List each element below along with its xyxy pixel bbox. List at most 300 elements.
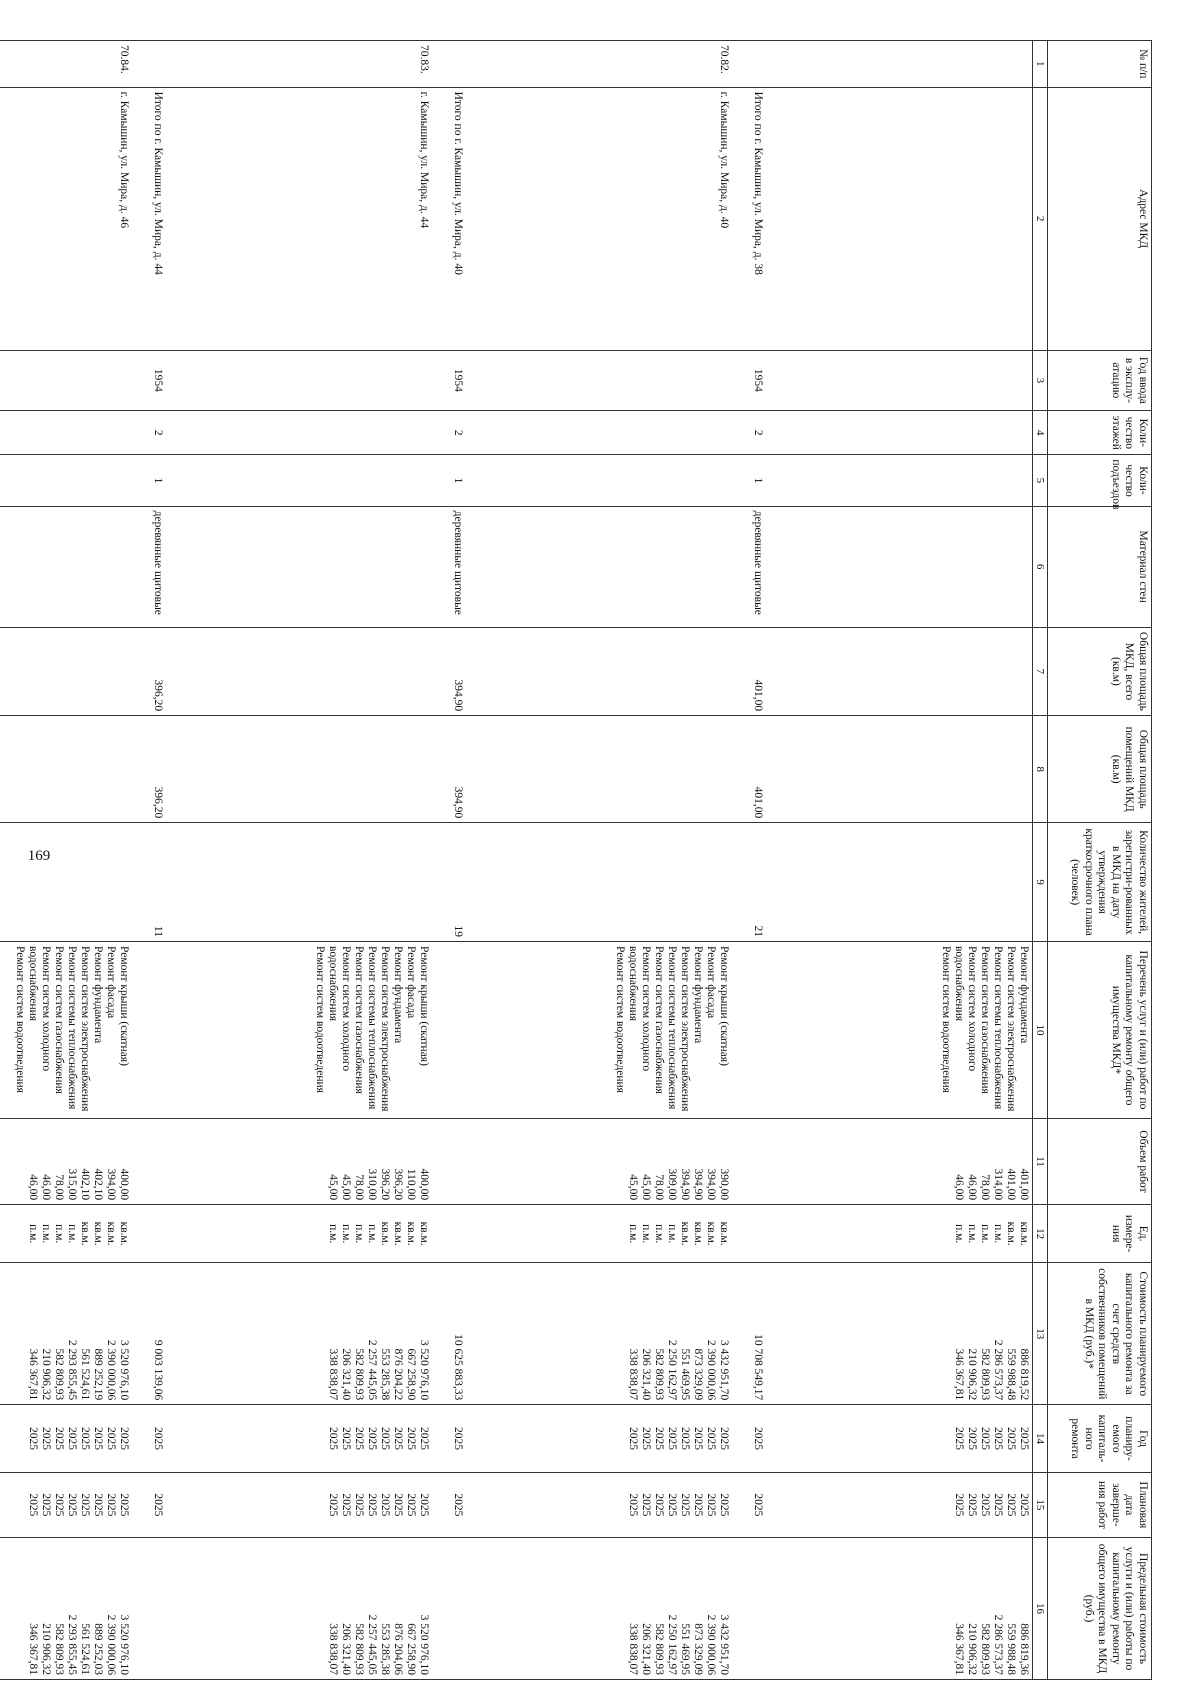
work-plan-year: 2025 xyxy=(66,1427,79,1451)
work-plan-year: 2025 xyxy=(679,1427,692,1451)
work-unit: п.м. xyxy=(40,1224,53,1244)
page-number: 169 xyxy=(27,848,51,864)
work-plan-year-cell xyxy=(167,1405,433,1473)
work-plan-year: 2025 xyxy=(40,1427,53,1451)
row-entrances xyxy=(467,455,733,506)
column-header: Коли-чество этажей xyxy=(1048,411,1152,455)
work-end-year: 2025 xyxy=(627,1493,640,1517)
column-number: 1 xyxy=(1033,41,1048,88)
work-volume: 402,10 xyxy=(92,1168,105,1201)
work-limit: 559 988,48 xyxy=(1005,1623,1017,1675)
work-volume: 400,00 xyxy=(118,1168,131,1201)
repair-plan-table xyxy=(0,40,1152,1680)
total-year: 1954 xyxy=(433,350,467,411)
work-unit: п.м. xyxy=(953,1224,965,1244)
work-plan-year-cell xyxy=(767,1405,1033,1473)
work-unit: кв.м. xyxy=(679,1221,692,1246)
row-index: 70.82. xyxy=(467,41,733,88)
work-item: Ремонт систем холодного водоснабжения xyxy=(327,945,353,1072)
row-residents xyxy=(0,823,133,942)
work-volume: 394,90 xyxy=(679,1168,692,1201)
work-unit: п.м. xyxy=(979,1224,991,1244)
work-volume: 396,20 xyxy=(392,1168,405,1201)
total-row xyxy=(433,41,467,1680)
work-volume: 396,20 xyxy=(379,1168,392,1201)
work-unit-cell xyxy=(467,1205,733,1263)
work-unit: п.м. xyxy=(327,1224,340,1244)
total-year: 1954 xyxy=(733,350,767,411)
work-cost: 551 469,95 xyxy=(679,1348,692,1401)
total-floors: 2 xyxy=(433,411,467,455)
work-unit: п.м. xyxy=(53,1224,66,1244)
total-walls: деревянные щитовые xyxy=(733,506,767,627)
column-number: 12 xyxy=(1033,1205,1048,1263)
total-entrances: 1 xyxy=(133,455,167,506)
work-plan-year-cell xyxy=(0,1405,133,1473)
work-end-year: 2025 xyxy=(379,1493,392,1517)
work-volume: 394,90 xyxy=(692,1168,705,1201)
work-limit: 886 819,36 xyxy=(1018,1623,1030,1675)
row-area_total xyxy=(467,627,733,715)
column-header: Год планиру-емого капиталь-ного ремонта xyxy=(1048,1405,1152,1473)
total-unit-blank xyxy=(133,1205,167,1263)
work-unit: кв.м. xyxy=(418,1221,431,1246)
total-index-blank xyxy=(733,41,767,88)
work-cost: 2 286 573,37 xyxy=(992,1339,1004,1401)
row-walls xyxy=(0,506,133,627)
work-volume: 314,00 xyxy=(992,1168,1004,1201)
work-limit-cell xyxy=(467,1537,733,1679)
work-plan-year: 2025 xyxy=(966,1427,978,1451)
work-end-year: 2025 xyxy=(27,1493,40,1517)
work-cost: 889 252,19 xyxy=(92,1348,105,1401)
total-area-rooms: 394,90 xyxy=(433,716,467,823)
row-address: г. Камышин, ул. Мира, д. 46 xyxy=(0,87,133,350)
work-item-cell xyxy=(467,941,733,1118)
work-item: Ремонт систем электроснабжения xyxy=(679,945,692,1112)
work-plan-year: 2025 xyxy=(953,1427,965,1451)
row-year xyxy=(767,350,1033,411)
work-cost: 886 819,52 xyxy=(1018,1348,1030,1401)
total-plan-year: 2025 xyxy=(133,1405,167,1473)
total-area-total: 396,20 xyxy=(133,627,167,715)
work-item: Ремонт систем электроснабжения xyxy=(79,945,92,1112)
work-end-year: 2025 xyxy=(705,1493,718,1517)
work-cost: 346 367,81 xyxy=(27,1348,40,1401)
row-floors xyxy=(167,411,433,455)
row-area_total xyxy=(0,627,133,715)
work-end-year: 2025 xyxy=(405,1493,418,1517)
total-cost: 10 708 549,17 xyxy=(733,1263,767,1405)
work-plan-year: 2025 xyxy=(666,1427,679,1451)
total-walls: деревянные щитовые xyxy=(133,506,167,627)
work-cost: 582 809,93 xyxy=(353,1348,366,1401)
work-end-year: 2025 xyxy=(992,1493,1004,1517)
work-item: Ремонт систем водоотведения xyxy=(14,945,27,1093)
table-row xyxy=(0,41,133,1680)
total-floors: 2 xyxy=(733,411,767,455)
work-plan-year: 2025 xyxy=(640,1427,653,1451)
column-number: 8 xyxy=(1033,716,1048,823)
work-cost: 210 906,32 xyxy=(40,1348,53,1401)
work-limit: 3 520 976,10 xyxy=(418,1614,431,1675)
work-plan-year: 2025 xyxy=(105,1427,118,1451)
row-residents xyxy=(167,823,433,942)
row-walls xyxy=(467,506,733,627)
column-header: Общая площадь МКД, всего (кв.м) xyxy=(1048,627,1152,715)
work-volume: 45,00 xyxy=(340,1174,353,1201)
work-item: Ремонт фасада xyxy=(405,945,418,1019)
work-volume: 110,00 xyxy=(405,1168,418,1201)
row-area_rooms xyxy=(767,716,1033,823)
work-end-year: 2025 xyxy=(40,1493,53,1517)
work-limit: 338 838,07 xyxy=(627,1623,640,1675)
work-cost: 582 809,93 xyxy=(53,1348,66,1401)
work-end-year: 2025 xyxy=(966,1493,978,1517)
work-volume-cell xyxy=(167,1118,433,1204)
work-volume: 401,00 xyxy=(1005,1168,1017,1201)
work-cost: 2 390 000,06 xyxy=(705,1339,718,1401)
work-item: Ремонт системы теплоснабжения xyxy=(666,945,679,1110)
work-cost: 210 906,32 xyxy=(966,1348,978,1401)
work-volume: 309,00 xyxy=(666,1168,679,1201)
work-cost: 561 524,61 xyxy=(79,1348,92,1401)
work-cost: 876 204,22 xyxy=(392,1348,405,1401)
row-address: г. Камышин, ул. Мира, д. 40 xyxy=(467,87,733,350)
total-plan-year: 2025 xyxy=(433,1405,467,1473)
total-unit-blank xyxy=(733,1205,767,1263)
work-end-year: 2025 xyxy=(418,1493,431,1517)
work-item: Ремонт фундамента xyxy=(1018,945,1030,1044)
work-limit: 3 520 976,10 xyxy=(118,1614,131,1675)
work-unit: кв.м. xyxy=(1018,1221,1030,1246)
work-limit: 667 258,90 xyxy=(405,1623,418,1675)
total-area-total: 394,90 xyxy=(433,627,467,715)
work-end-year: 2025 xyxy=(718,1493,731,1517)
work-plan-year: 2025 xyxy=(1018,1427,1030,1451)
row-area_rooms xyxy=(0,716,133,823)
total-row xyxy=(733,41,767,1680)
row-area_total xyxy=(167,627,433,715)
work-unit: п.м. xyxy=(992,1224,1004,1244)
work-end-year: 2025 xyxy=(92,1493,105,1517)
work-volume: 46,00 xyxy=(27,1174,40,1201)
work-end-year: 2025 xyxy=(392,1493,405,1517)
work-item: Ремонт фундамента xyxy=(92,945,105,1044)
table-header xyxy=(1033,41,1152,1680)
work-limit: 553 285,38 xyxy=(379,1623,392,1675)
work-unit-cell xyxy=(767,1205,1033,1263)
work-cost: 206 321,40 xyxy=(640,1348,653,1401)
work-end-year: 2025 xyxy=(666,1493,679,1517)
row-entrances xyxy=(167,455,433,506)
work-unit: кв.м. xyxy=(705,1221,718,1246)
work-unit: кв.м. xyxy=(392,1221,405,1246)
work-plan-year: 2025 xyxy=(1005,1427,1017,1451)
work-cost: 553 285,38 xyxy=(379,1348,392,1401)
work-unit: кв.м. xyxy=(118,1221,131,1246)
work-unit-cell xyxy=(0,1205,133,1263)
work-unit: кв.м. xyxy=(718,1221,731,1246)
column-header: Коли-чество подъездов xyxy=(1048,455,1152,506)
work-end-year: 2025 xyxy=(53,1493,66,1517)
total-volume-blank xyxy=(133,1118,167,1204)
total-floors: 2 xyxy=(133,411,167,455)
column-number: 15 xyxy=(1033,1472,1048,1537)
work-volume: 390,00 xyxy=(718,1168,731,1201)
column-header: Стоимость планируемого капитального ремонта за счет средств собственников помещений в МКД (руб.)* xyxy=(1048,1263,1152,1405)
work-item: Ремонт систем водоотведения xyxy=(614,945,627,1093)
work-unit: п.м. xyxy=(366,1224,379,1244)
total-works-blank xyxy=(433,941,467,1118)
work-end-year: 2025 xyxy=(79,1493,92,1517)
work-item: Ремонт систем газоснабжения xyxy=(53,945,66,1094)
row-entrances xyxy=(0,455,133,506)
work-item-cell xyxy=(0,941,133,1118)
work-item: Ремонт фундамента xyxy=(692,945,705,1044)
work-limit: 338 838,07 xyxy=(327,1623,340,1675)
work-limit: 2 293 855,45 xyxy=(66,1614,79,1675)
work-end-year-cell xyxy=(0,1472,133,1537)
work-limit: 582 809,93 xyxy=(53,1623,66,1675)
work-item: Ремонт системы теплоснабжения xyxy=(66,945,79,1110)
table-body xyxy=(0,41,1033,1680)
work-unit: кв.м. xyxy=(405,1221,418,1246)
work-plan-year: 2025 xyxy=(405,1427,418,1451)
work-cost: 346 367,81 xyxy=(953,1348,965,1401)
work-plan-year: 2025 xyxy=(418,1427,431,1451)
work-plan-year: 2025 xyxy=(118,1427,131,1451)
total-area-total: 401,00 xyxy=(733,627,767,715)
work-cost-cell xyxy=(467,1263,733,1405)
work-cost: 338 838,07 xyxy=(627,1348,640,1401)
work-volume: 315,00 xyxy=(66,1168,79,1201)
column-number: 10 xyxy=(1033,941,1048,1118)
total-end-year: 2025 xyxy=(433,1472,467,1537)
work-volume: 310,00 xyxy=(366,1168,379,1201)
total-walls: деревянные щитовые xyxy=(433,506,467,627)
work-unit: кв.м. xyxy=(1005,1221,1017,1246)
column-header: Год ввода в эксплу-атацию xyxy=(1048,350,1152,411)
work-plan-year: 2025 xyxy=(627,1427,640,1451)
work-item: Ремонт систем водоотведения xyxy=(940,945,952,1093)
work-item-cell xyxy=(167,941,433,1118)
column-header: Материал стен xyxy=(1048,506,1152,627)
work-unit: п.м. xyxy=(966,1224,978,1244)
work-limit: 582 809,93 xyxy=(353,1623,366,1675)
total-residents: 19 xyxy=(433,823,467,942)
work-item: Ремонт системы теплоснабжения xyxy=(366,945,379,1110)
column-header: Общая площадь помещений МКД (кв.м) xyxy=(1048,716,1152,823)
work-limit: 2 250 162,97 xyxy=(666,1614,679,1675)
work-plan-year: 2025 xyxy=(705,1427,718,1451)
work-end-year-cell xyxy=(767,1472,1033,1537)
work-item: Ремонт систем газоснабжения xyxy=(353,945,366,1094)
total-unit-blank xyxy=(433,1205,467,1263)
work-unit: п.м. xyxy=(666,1224,679,1244)
work-end-year: 2025 xyxy=(653,1493,666,1517)
work-plan-year: 2025 xyxy=(92,1427,105,1451)
work-item: Ремонт системы теплоснабжения xyxy=(992,945,1004,1110)
work-limit: 582 809,93 xyxy=(979,1623,991,1675)
work-limit: 206 321,40 xyxy=(640,1623,653,1675)
total-cost: 9 003 139,06 xyxy=(133,1263,167,1405)
row-address: г. Камышин, ул. Мира, д. 44 xyxy=(167,87,433,350)
total-limit-blank xyxy=(433,1537,467,1679)
total-volume-blank xyxy=(433,1118,467,1204)
work-unit: кв.м. xyxy=(105,1221,118,1246)
work-volume-cell xyxy=(467,1118,733,1204)
work-volume: 46,00 xyxy=(40,1174,53,1201)
work-limit: 210 906,32 xyxy=(40,1623,53,1675)
work-limit: 889 252,03 xyxy=(92,1623,105,1675)
total-works-blank xyxy=(733,941,767,1118)
work-cost: 2 257 445,05 xyxy=(366,1339,379,1401)
work-unit: п.м. xyxy=(66,1224,79,1244)
work-end-year: 2025 xyxy=(1018,1493,1030,1517)
row-year xyxy=(167,350,433,411)
work-end-year: 2025 xyxy=(118,1493,131,1517)
work-item: Ремонт крыши (скатная) xyxy=(718,945,731,1066)
work-cost: 2 250 162,97 xyxy=(666,1339,679,1401)
total-end-year: 2025 xyxy=(733,1472,767,1537)
work-end-year: 2025 xyxy=(979,1493,991,1517)
column-number: 7 xyxy=(1033,627,1048,715)
table-row xyxy=(467,41,733,1680)
total-area-rooms: 396,20 xyxy=(133,716,167,823)
total-limit-blank xyxy=(133,1537,167,1679)
total-plan-year: 2025 xyxy=(733,1405,767,1473)
work-unit: п.м. xyxy=(27,1224,40,1244)
work-limit: 206 321,40 xyxy=(340,1623,353,1675)
total-residents: 21 xyxy=(733,823,767,942)
column-number: 14 xyxy=(1033,1405,1048,1473)
work-unit: п.м. xyxy=(640,1224,653,1244)
work-item: Ремонт систем холодного водоснабжения xyxy=(27,945,53,1072)
work-end-year: 2025 xyxy=(340,1493,353,1517)
work-volume: 78,00 xyxy=(979,1174,991,1201)
total-residents: 11 xyxy=(133,823,167,942)
work-item-cell xyxy=(767,941,1033,1118)
row-area_rooms xyxy=(467,716,733,823)
work-plan-year: 2025 xyxy=(366,1427,379,1451)
column-header: Адрес МКД xyxy=(1048,87,1152,350)
total-end-year: 2025 xyxy=(133,1472,167,1537)
total-entrances: 1 xyxy=(433,455,467,506)
column-header: Объем работ xyxy=(1048,1118,1152,1204)
row-address xyxy=(767,87,1033,350)
work-volume: 45,00 xyxy=(627,1174,640,1201)
work-item: Ремонт фасада xyxy=(705,945,718,1019)
work-cost: 2 293 855,45 xyxy=(66,1339,79,1401)
work-end-year: 2025 xyxy=(640,1493,653,1517)
work-end-year: 2025 xyxy=(953,1493,965,1517)
column-number: 11 xyxy=(1033,1118,1048,1204)
work-plan-year: 2025 xyxy=(340,1427,353,1451)
work-limit-cell xyxy=(767,1537,1033,1679)
column-number: 5 xyxy=(1033,455,1048,506)
work-plan-year: 2025 xyxy=(379,1427,392,1451)
column-header: Количество жителей, зарегистри-рованных в МКД на дату утверждения краткосрочного плана (человек) xyxy=(1048,823,1152,942)
work-volume: 45,00 xyxy=(640,1174,653,1201)
work-volume: 78,00 xyxy=(653,1174,666,1201)
work-end-year-cell xyxy=(467,1472,733,1537)
column-number: 13 xyxy=(1033,1263,1048,1405)
total-works-blank xyxy=(133,941,167,1118)
work-cost: 3 520 976,10 xyxy=(118,1339,131,1401)
total-entrances: 1 xyxy=(733,455,767,506)
total-index-blank xyxy=(433,41,467,88)
work-end-year: 2025 xyxy=(692,1493,705,1517)
total-volume-blank xyxy=(733,1118,767,1204)
work-volume: 401,00 xyxy=(1018,1168,1030,1201)
work-volume: 400,00 xyxy=(418,1168,431,1201)
work-volume: 402,10 xyxy=(79,1168,92,1201)
work-end-year: 2025 xyxy=(679,1493,692,1517)
work-plan-year: 2025 xyxy=(27,1427,40,1451)
work-plan-year: 2025 xyxy=(718,1427,731,1451)
work-limit: 582 809,93 xyxy=(653,1623,666,1675)
work-plan-year: 2025 xyxy=(353,1427,366,1451)
total-year: 1954 xyxy=(133,350,167,411)
work-unit: п.м. xyxy=(340,1224,353,1244)
work-volume: 46,00 xyxy=(966,1174,978,1201)
work-item: Ремонт фундамента xyxy=(392,945,405,1044)
total-area-rooms: 401,00 xyxy=(733,716,767,823)
work-end-year: 2025 xyxy=(66,1493,79,1517)
work-end-year: 2025 xyxy=(353,1493,366,1517)
work-unit: кв.м. xyxy=(692,1221,705,1246)
row-entrances xyxy=(767,455,1033,506)
work-limit: 876 204,06 xyxy=(392,1623,405,1675)
work-plan-year: 2025 xyxy=(979,1427,991,1451)
work-cost: 3 520 976,10 xyxy=(418,1339,431,1401)
work-volume: 394,00 xyxy=(105,1168,118,1201)
work-cost: 582 809,93 xyxy=(653,1348,666,1401)
work-cost: 667 258,90 xyxy=(405,1348,418,1401)
work-volume-cell xyxy=(767,1118,1033,1204)
work-cost: 559 988,48 xyxy=(1005,1348,1017,1401)
work-limit: 210 906,32 xyxy=(966,1623,978,1675)
work-end-year: 2025 xyxy=(366,1493,379,1517)
work-unit: п.м. xyxy=(653,1224,666,1244)
work-plan-year: 2025 xyxy=(653,1427,666,1451)
work-item: Ремонт систем электроснабжения xyxy=(1005,945,1017,1112)
column-number: 9 xyxy=(1033,823,1048,942)
column-number: 16 xyxy=(1033,1537,1048,1679)
work-cost-cell xyxy=(0,1263,133,1405)
work-end-year: 2025 xyxy=(1005,1493,1017,1517)
work-item: Ремонт крыши (скатная) xyxy=(418,945,431,1066)
work-end-year: 2025 xyxy=(327,1493,340,1517)
column-header: № п/п xyxy=(1048,41,1152,88)
work-limit: 3 432 951,70 xyxy=(718,1614,731,1675)
work-cost: 873 329,09 xyxy=(692,1348,705,1401)
work-volume-cell xyxy=(0,1118,133,1204)
row-floors xyxy=(767,411,1033,455)
column-number: 4 xyxy=(1033,411,1048,455)
work-limit-cell xyxy=(167,1537,433,1679)
work-cost: 338 838,07 xyxy=(327,1348,340,1401)
row-area_total xyxy=(767,627,1033,715)
work-limit-cell xyxy=(0,1537,133,1679)
row-index: 70.83. xyxy=(167,41,433,88)
row-index: 70.84. xyxy=(0,41,133,88)
row-year xyxy=(467,350,733,411)
row-index xyxy=(767,41,1033,88)
column-number: 3 xyxy=(1033,350,1048,411)
column-header: Перечень услуг и (или) работ по капитальному ремонту общего имущества МКД* xyxy=(1048,941,1152,1118)
